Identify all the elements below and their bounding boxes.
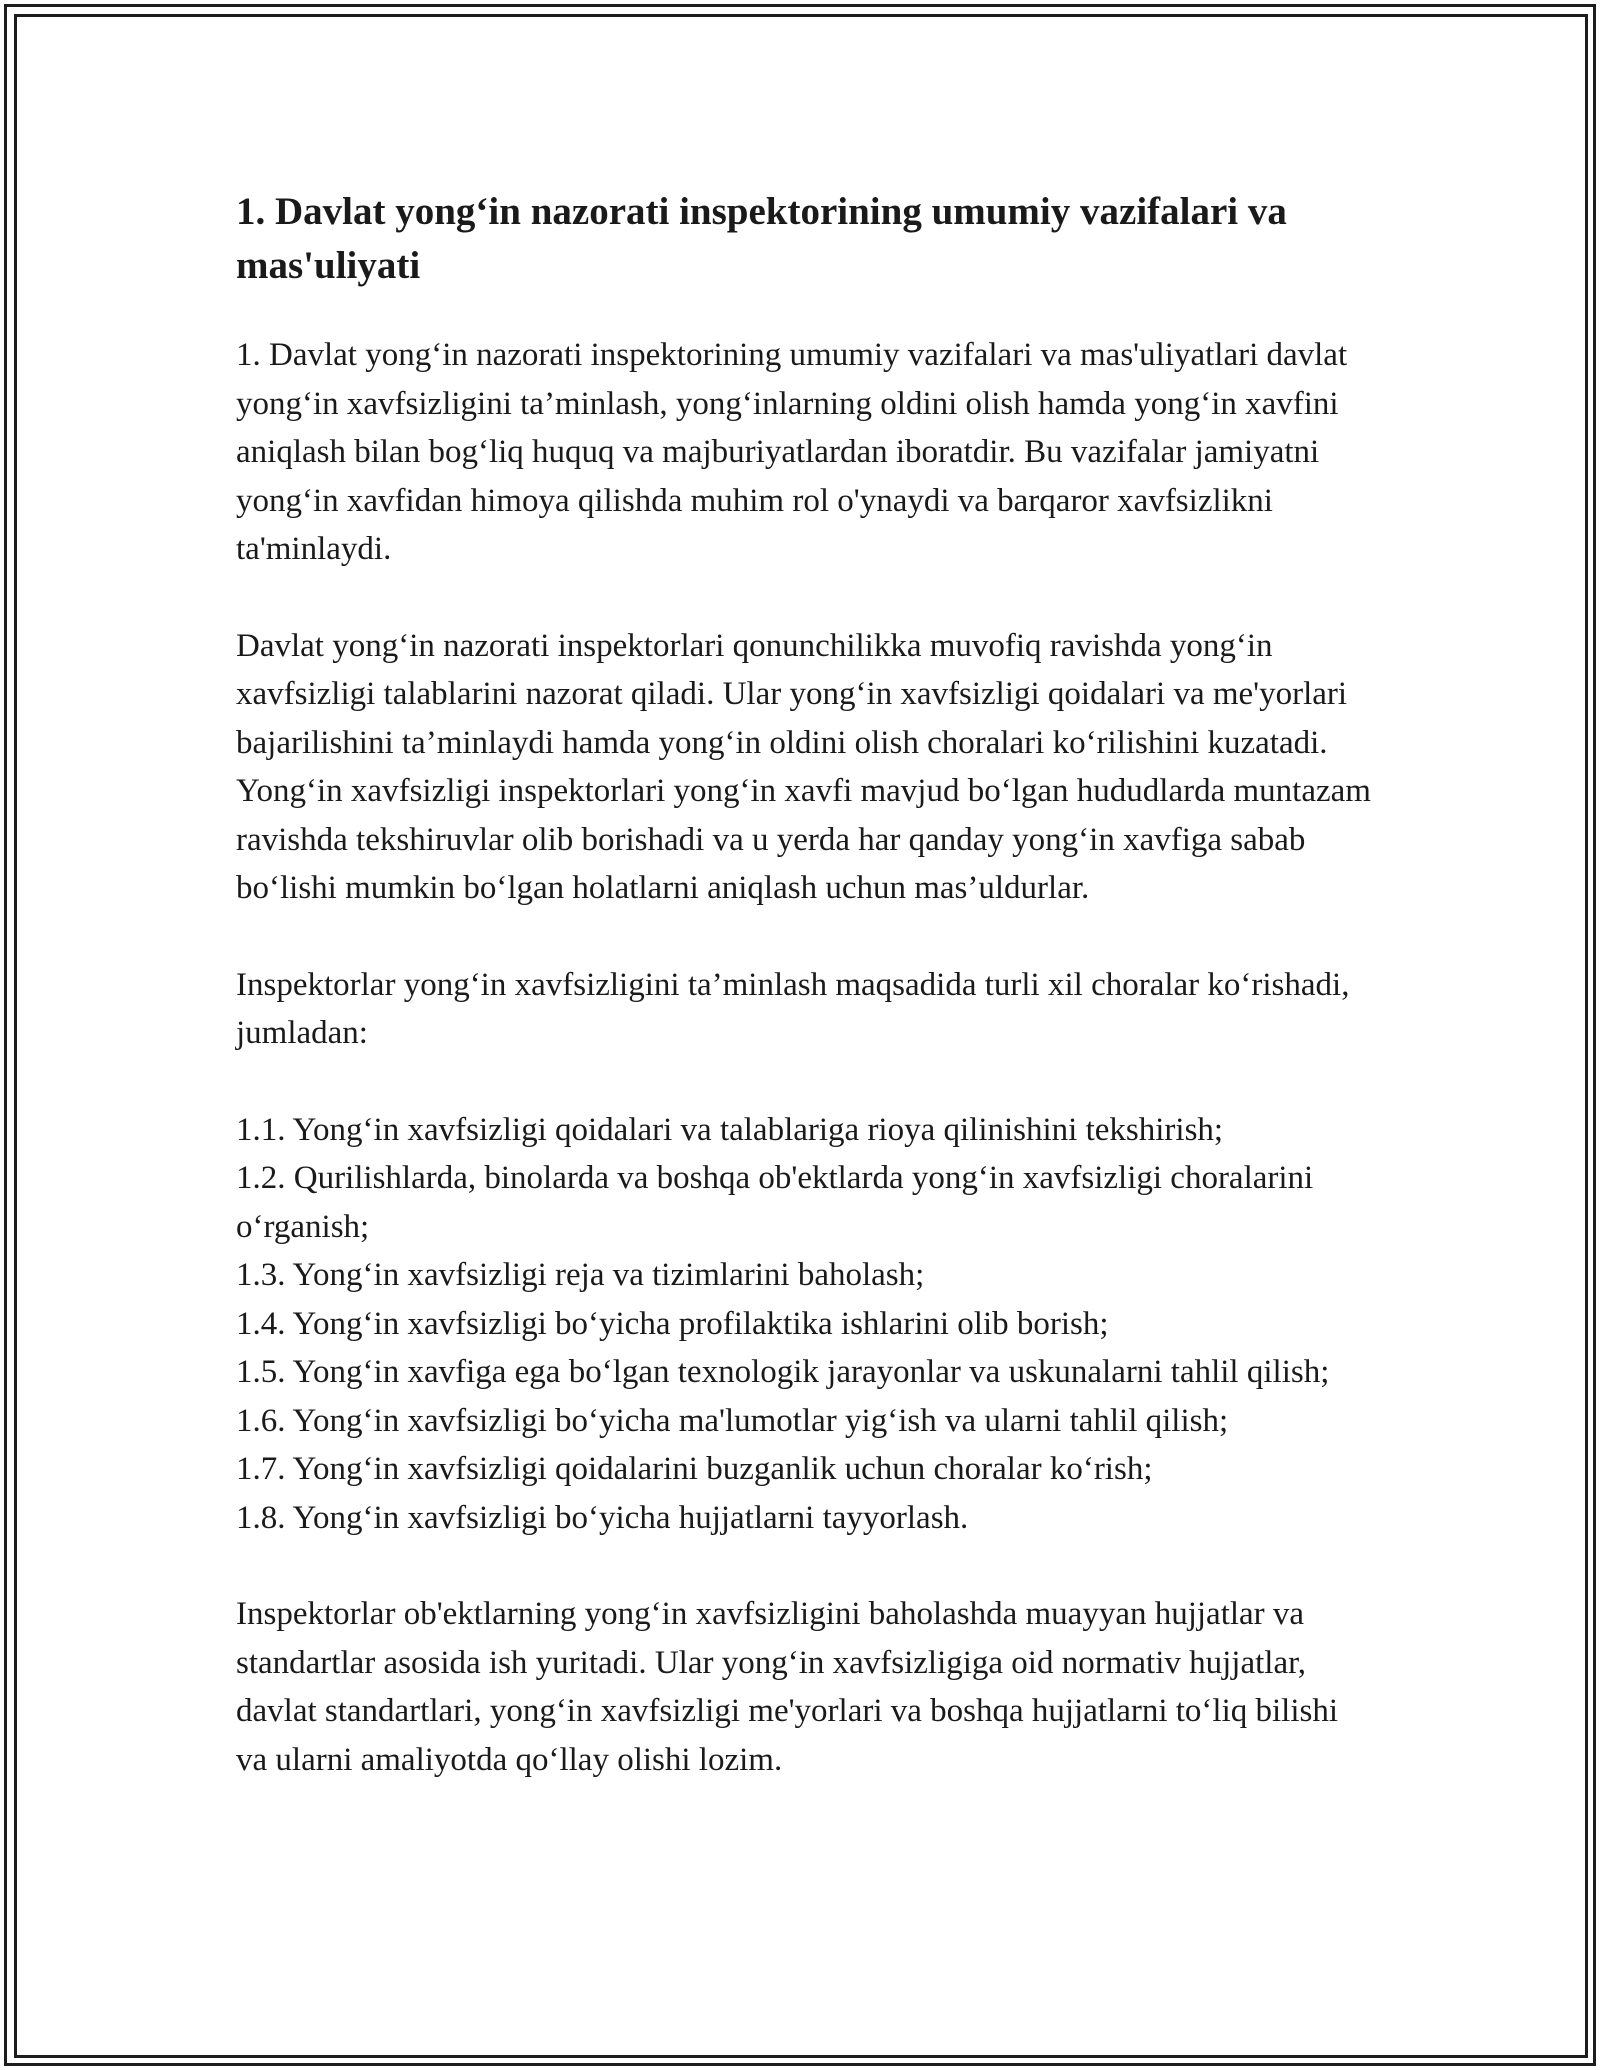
list-item: 1.3. Yong‘in xavfsizligi reja va tizimlarini baholash; bbox=[236, 1257, 925, 1293]
list-item: 1.7. Yong‘in xavfsizligi qoidalarini buzganlik uchun choralar ko‘rish; bbox=[236, 1451, 1153, 1487]
paragraph-intro: 1. Davlat yong‘in nazorati inspektorining umumiy vazifalari va mas'uliyatlari davlat yong‘in xavfsizligini ta’minlash, yong‘inlarning oldini olish hamda yong‘in xavfini aniqlash bilan bog‘liq huquq va majburiyatlardan iboratdir. Bu vazifalar jamiyatni yong‘in xavfidan himoya qilishda muhim rol o'ynaydi va barqaror xavfsizlikni ta'minlaydi. bbox=[236, 337, 1348, 567]
list-item: 1.8. Yong‘in xavfsizligi bo‘yicha hujjatlarni tayyorlash. bbox=[236, 1499, 969, 1536]
list-item: 1.1. Yong‘in xavfsizligi qoidalari va talablariga rioya qilinishini tekshirish; bbox=[236, 1111, 1224, 1148]
document-page bbox=[236, 185, 1376, 1832]
paragraph-measures-intro: Inspektorlar yong‘in xavfsizligini ta’minlash maqsadida turli xil choralar ko‘rishadi, jumladan: bbox=[236, 966, 1350, 1051]
document-title: 1. Davlat yong‘in nazorati inspektorining umumiy vazifalari va mas'uliyati bbox=[236, 190, 1287, 287]
list-item: 1.4. Yong‘in xavfsizligi bo‘yicha profilaktika ishlarini olib borish; bbox=[236, 1305, 1109, 1342]
measures-list bbox=[236, 1106, 1376, 1543]
list-item: 1.2. Qurilishlarda, binolarda va boshqa ob'ektlarda yong‘in xavfsizligi choralarini o‘rganish; bbox=[236, 1160, 1314, 1245]
paragraph-closing: Inspektorlar ob'ektlarning yong‘in xavfsizligini baholashda muayyan hujjatlar va standartlar asosida ish yuritadi. Ular yong‘in xavfsizligiga oid normativ hujjatlar, davlat standartlari, yong‘in xavfsizligi me'yorlari va boshqa hujjatlarni to‘liq bilishi va ularni amaliyotda qo‘llay olishi lozim. bbox=[236, 1596, 1339, 1778]
list-item: 1.6. Yong‘in xavfsizligi bo‘yicha ma'lumotlar yig‘ish va ularni tahlil qilish; bbox=[236, 1402, 1229, 1439]
list-item: 1.5. Yong‘in xavfiga ega bo‘lgan texnologik jarayonlar va uskunalarni tahlil qilish; bbox=[236, 1354, 1330, 1390]
paragraph-inspectors-duties: Davlat yong‘in nazorati inspektorlari qonunchilikka muvofiq ravishda yong‘in xavfsizligi talablarini nazorat qiladi. Ular yong‘in xavfsizligi qoidalari va me'yorlari bajarilishini ta’minlaydi hamda yong‘in oldini olish choralari ko‘rilishini kuzatadi. Yong‘in xavfsizligi inspektorlari yong‘in xavfi mavjud bo‘lgan hududlarda muntazam ravishda tekshiruvlar olib borishadi va u yerda har qanday yong‘in xavfiga sabab bo‘lishi mumkin bo‘lgan holatlarni aniqlash uchun mas’uldurlar. bbox=[236, 627, 1371, 906]
